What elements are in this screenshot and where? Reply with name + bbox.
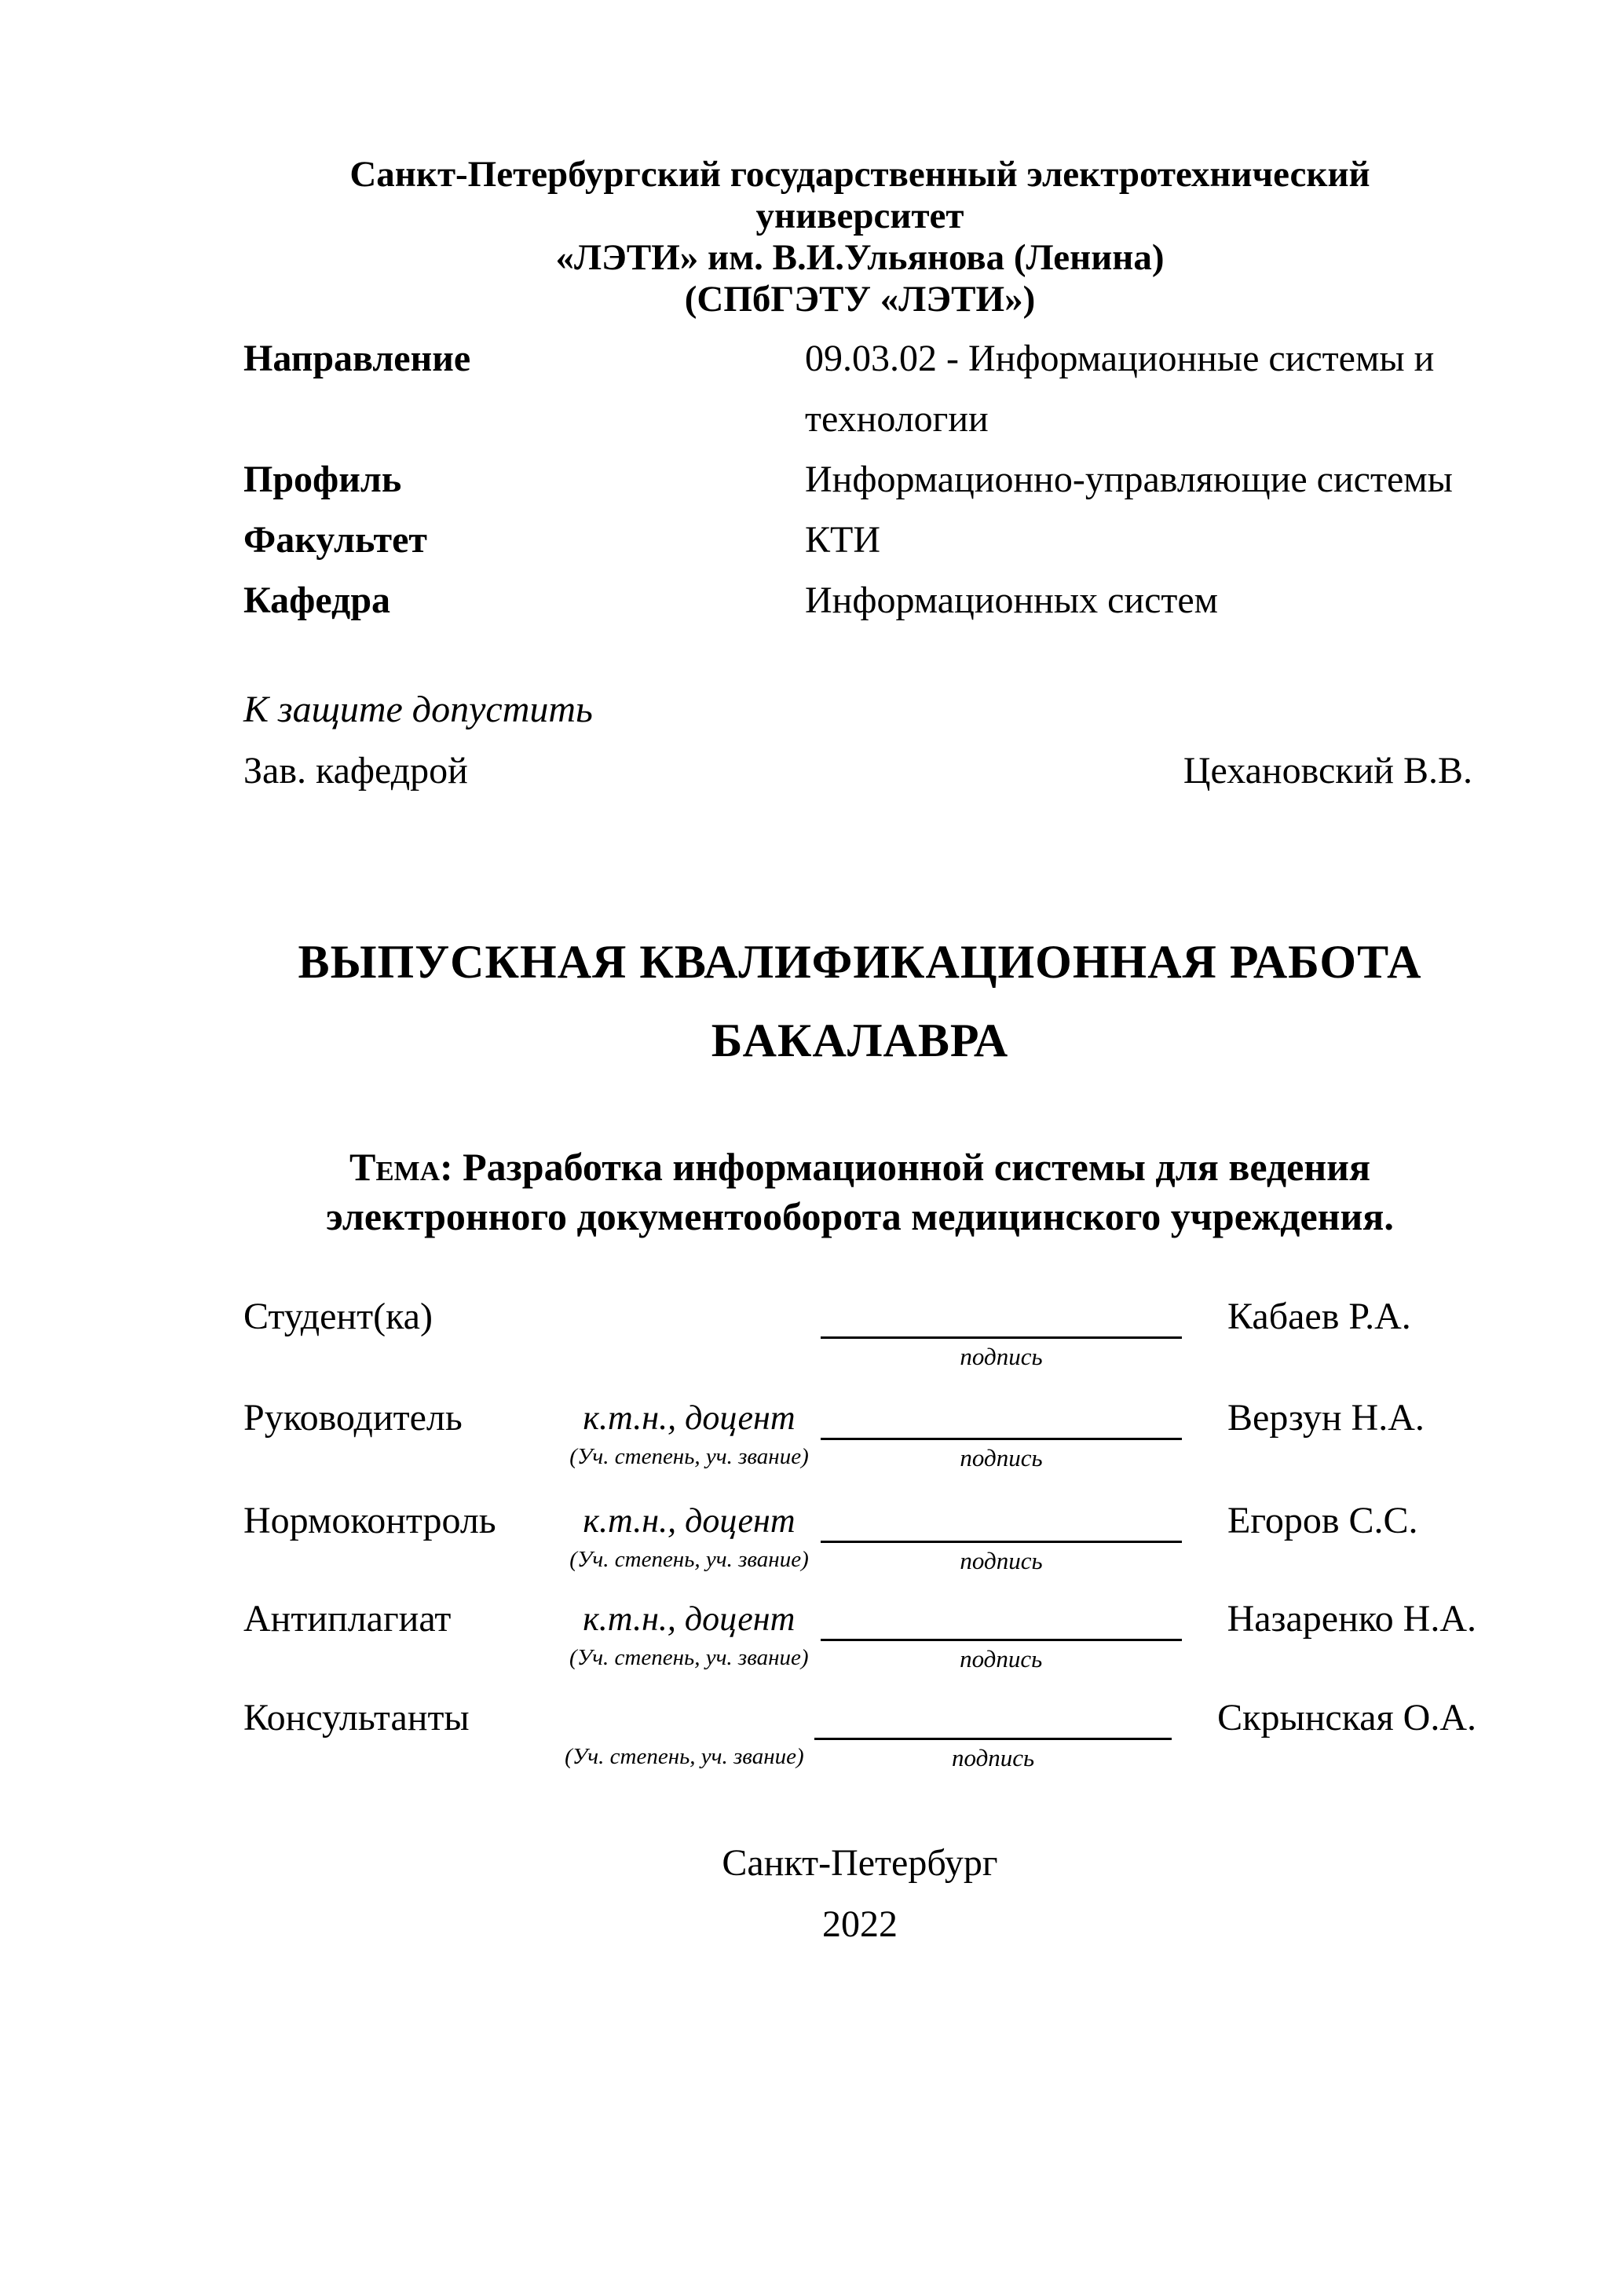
footer bbox=[243, 1833, 1476, 1955]
signature-caption: подпись bbox=[960, 1645, 1043, 1673]
admission-role: Зав. кафедрой bbox=[243, 750, 468, 792]
signature-line-block bbox=[821, 1297, 1182, 1370]
signature-line-block bbox=[821, 1398, 1182, 1472]
signature-caption: подпись bbox=[952, 1744, 1035, 1771]
signature-degree-block bbox=[558, 1398, 821, 1469]
signature-degree-block bbox=[558, 1501, 821, 1572]
thesis-title bbox=[243, 923, 1476, 1080]
signature-caption: подпись bbox=[960, 1343, 1043, 1370]
footer-year: 2022 bbox=[822, 1903, 898, 1945]
university-name-line-1: Санкт-Петербургский государственный электротехнический университет bbox=[349, 154, 1370, 236]
signature-name: Верзун Н.А. bbox=[1227, 1397, 1425, 1439]
requisite-value-direction: 09.03.02 - Информационные системы и технологии bbox=[805, 338, 1435, 440]
signature-line bbox=[821, 1297, 1182, 1339]
signature-role: Консультанты bbox=[243, 1697, 470, 1738]
signature-line bbox=[814, 1698, 1172, 1740]
signature-degree-block bbox=[558, 1600, 821, 1670]
signature-role: Антиплагиат bbox=[243, 1598, 452, 1640]
signature-row-antiplagiarism bbox=[243, 1600, 1476, 1673]
signature-degree-caption: (Уч. степень, уч. звание) bbox=[569, 1547, 809, 1572]
signature-line-block bbox=[821, 1600, 1182, 1673]
requisite-value-department: Информационных систем bbox=[805, 579, 1219, 621]
signature-degree-caption: (Уч. степень, уч. звание) bbox=[565, 1744, 804, 1769]
requisite-label-profile: Профиль bbox=[243, 459, 402, 500]
requisite-label-faculty: Факультет bbox=[243, 519, 427, 561]
signature-name: Егоров С.С. bbox=[1227, 1500, 1418, 1541]
signature-row-student bbox=[243, 1297, 1476, 1370]
signature-degree-caption: (Уч. степень, уч. звание) bbox=[569, 1444, 809, 1469]
signature-name: Скрынская О.А. bbox=[1217, 1697, 1476, 1738]
university-name-line-3: (СПбГЭТУ «ЛЭТИ») bbox=[684, 279, 1036, 320]
signature-degree: к.т.н., доцент bbox=[583, 1398, 796, 1437]
requisite-label-direction: Направление bbox=[243, 338, 471, 379]
admission-row bbox=[243, 751, 1472, 792]
thesis-title-line-1: ВЫПУСКНАЯ КВАЛИФИКАЦИОННАЯ РАБОТА bbox=[298, 936, 1422, 988]
thesis-title-line-2: БАКАЛАВРА bbox=[711, 1015, 1009, 1066]
signature-degree bbox=[554, 1698, 814, 1738]
signature-role: Нормоконтроль bbox=[243, 1500, 496, 1541]
signature-row-supervisor bbox=[243, 1398, 1476, 1472]
signature-line bbox=[821, 1600, 1182, 1641]
requisite-value-faculty: КТИ bbox=[805, 519, 880, 561]
requisite-value-profile: Информационно-управляющие системы bbox=[805, 459, 1453, 500]
signature-degree-caption: (Уч. степень, уч. звание) bbox=[569, 1645, 809, 1670]
signature-caption: подпись bbox=[960, 1547, 1043, 1574]
signature-name: Кабаев Р.А. bbox=[1227, 1296, 1411, 1337]
signature-role: Студент(ка) bbox=[243, 1296, 433, 1337]
requisite-label-department: Кафедра bbox=[243, 579, 391, 621]
university-name-line-2: «ЛЭТИ» им. В.И.Ульянова (Ленина) bbox=[555, 237, 1165, 278]
admission-approver-name: Цехановский В.В. bbox=[1183, 750, 1472, 792]
signature-degree bbox=[558, 1297, 821, 1336]
university-header bbox=[243, 154, 1476, 320]
signature-row-consultants bbox=[243, 1698, 1476, 1771]
signature-degree: к.т.н., доцент bbox=[583, 1501, 796, 1540]
signature-row-normcontrol bbox=[243, 1501, 1476, 1574]
theme-label: Тема: bbox=[349, 1145, 453, 1189]
signature-line bbox=[821, 1398, 1182, 1440]
signature-caption: подпись bbox=[960, 1444, 1043, 1472]
theme-text: Разработка информационной системы для ведения электронного документооборота медицинского учреждения. bbox=[326, 1145, 1394, 1238]
thesis-theme bbox=[243, 1143, 1476, 1241]
signature-name: Назаренко Н.А. bbox=[1227, 1598, 1476, 1640]
signature-degree-block bbox=[554, 1698, 814, 1769]
admission-note: К защите допустить bbox=[243, 689, 593, 730]
requisites-table bbox=[243, 328, 1478, 631]
signature-degree: к.т.н., доцент bbox=[583, 1600, 796, 1638]
footer-city: Санкт-Петербург bbox=[722, 1842, 998, 1884]
signature-line-block bbox=[814, 1698, 1172, 1771]
signature-line-block bbox=[821, 1501, 1182, 1574]
signature-role: Руководитель bbox=[243, 1397, 463, 1439]
signature-degree-block bbox=[558, 1297, 821, 1343]
signature-line bbox=[821, 1501, 1182, 1543]
